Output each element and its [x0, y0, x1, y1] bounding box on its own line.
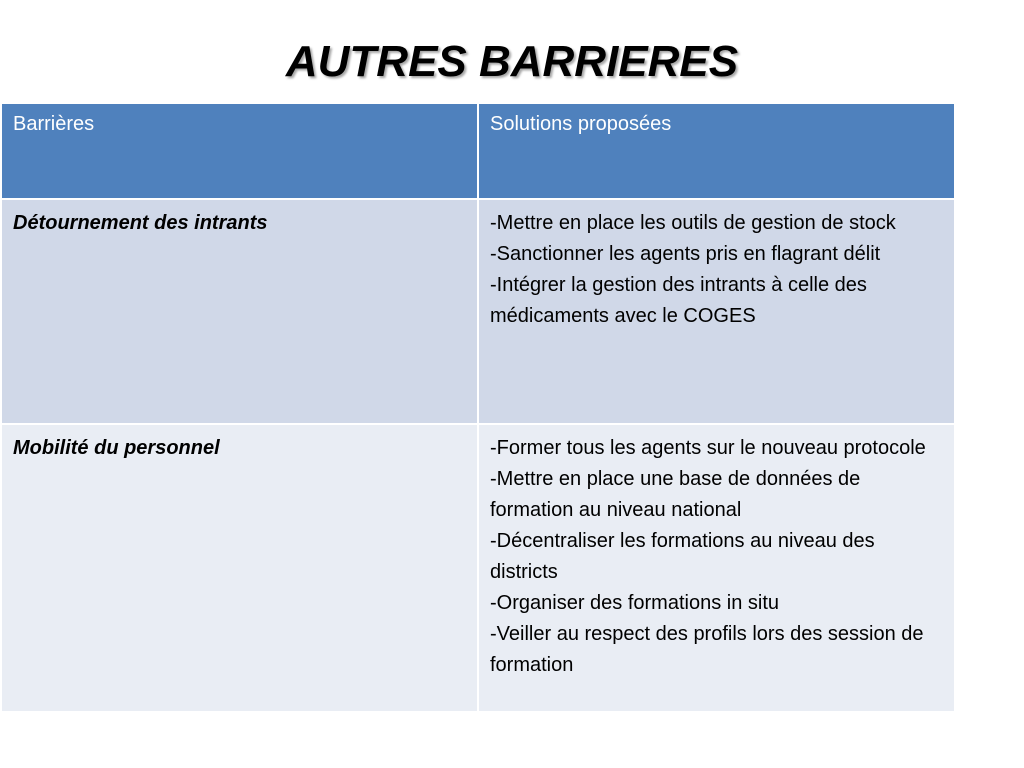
- header-barrieres: Barrières: [1, 103, 478, 199]
- solution-item: -Décentraliser les formations au niveau des districts: [490, 530, 875, 583]
- table-header-row: [1, 103, 955, 199]
- solutions-cell: [478, 424, 955, 712]
- barrier-cell: Mobilité du personnel: [1, 424, 478, 712]
- solution-item: -Veiller au respect des profils lors des session de formation: [490, 623, 924, 676]
- solution-item: -Mettre en place les outils de gestion de stock: [490, 212, 896, 234]
- table-row: [1, 199, 955, 424]
- solution-item: -Intégrer la gestion des intrants à celle des médicaments avec le COGES: [490, 274, 867, 327]
- slide-title: AUTRES BARRIERES: [285, 37, 739, 86]
- solution-item: -Sanctionner les agents pris en flagrant délit: [490, 243, 881, 265]
- solution-item: -Former tous les agents sur le nouveau protocole: [490, 437, 926, 459]
- barrier-cell: Détournement des intrants: [1, 199, 478, 424]
- solution-item: -Mettre en place une base de données de formation au niveau national: [490, 468, 861, 521]
- barriers-table: [0, 102, 956, 713]
- header-solutions: Solutions proposées: [478, 103, 955, 199]
- solution-item: -Organiser des formations in situ: [490, 592, 780, 614]
- table-row: [1, 424, 955, 712]
- solutions-cell: [478, 199, 955, 424]
